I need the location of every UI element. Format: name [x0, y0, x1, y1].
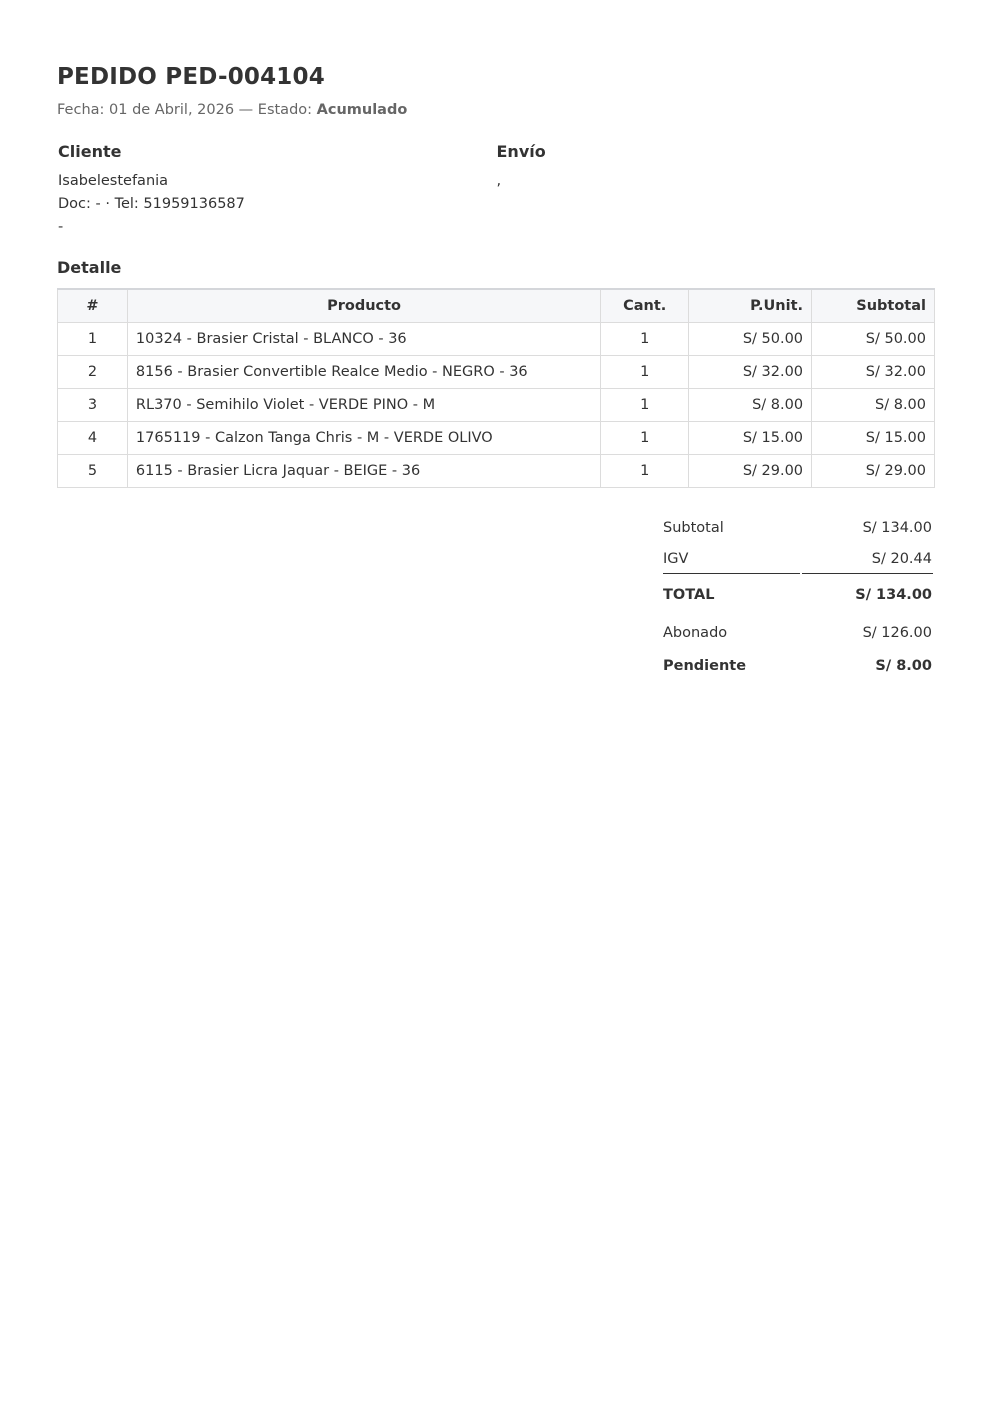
row-product: 8156 - Brasier Convertible Realce Medio - NEGRO - 36 [127, 355, 600, 388]
totals-paid-row [663, 616, 935, 650]
totals-total-label: TOTAL [663, 587, 715, 603]
row-unit-price: S/ 15.00 [689, 421, 812, 454]
totals-block [663, 512, 935, 682]
client-name: Isabelestefania [58, 173, 169, 189]
row-qty: 1 [601, 388, 689, 421]
row-unit-price: S/ 32.00 [689, 355, 812, 388]
row-product: RL370 - Semihilo Violet - VERDE PINO - M [127, 388, 600, 421]
row-product: 10324 - Brasier Cristal - BLANCO - 36 [127, 322, 600, 355]
row-num: 1 [58, 322, 128, 355]
order-title: PEDIDO PED-004104 [57, 64, 325, 90]
shipping-block [497, 141, 936, 239]
table-row [58, 355, 935, 388]
table-header-row [58, 289, 935, 322]
table-row [58, 322, 935, 355]
col-header-num: # [58, 289, 128, 322]
row-unit-price: S/ 8.00 [689, 388, 812, 421]
totals-total-row [663, 574, 935, 616]
parties-section [57, 141, 935, 239]
client-block [58, 141, 497, 239]
row-num: 4 [58, 421, 128, 454]
row-qty: 1 [601, 355, 689, 388]
row-num: 5 [58, 454, 128, 487]
order-status: Acumulado [316, 102, 408, 118]
col-header-qty: Cant. [601, 289, 689, 322]
row-num: 3 [58, 388, 128, 421]
totals-subtotal-value: S/ 134.00 [862, 519, 932, 536]
row-qty: 1 [601, 421, 689, 454]
shipping-line: , [496, 173, 502, 189]
order-document [57, 60, 935, 674]
detail-title: Detalle [57, 258, 122, 277]
client-doc-phone: Doc: - · Tel: 51959136587 [58, 196, 245, 212]
totals-paid-label: Abonado [663, 625, 728, 641]
row-qty: 1 [601, 322, 689, 355]
row-subtotal: S/ 15.00 [812, 421, 935, 454]
row-unit-price: S/ 50.00 [689, 322, 812, 355]
totals-paid-value: S/ 126.00 [862, 625, 932, 641]
client-title: Cliente [58, 142, 122, 161]
totals-igv-value: S/ 20.44 [871, 550, 932, 567]
row-unit-price: S/ 29.00 [689, 454, 812, 487]
row-subtotal: S/ 50.00 [812, 322, 935, 355]
row-num: 2 [58, 355, 128, 388]
col-header-unit-price: P.Unit. [689, 289, 812, 322]
totals-total-value: S/ 134.00 [855, 587, 932, 603]
items-table [57, 288, 935, 488]
client-extra: - [58, 219, 64, 235]
totals-subtotal-row [663, 512, 935, 543]
order-date: Fecha: 01 de Abril, 2026 — Estado: [57, 102, 317, 118]
row-subtotal: S/ 29.00 [812, 454, 935, 487]
table-row [58, 421, 935, 454]
row-subtotal: S/ 8.00 [812, 388, 935, 421]
totals-pending-label: Pendiente [663, 658, 747, 674]
table-row [58, 388, 935, 421]
row-product: 1765119 - Calzon Tanga Chris - M - VERDE OLIVO [127, 421, 600, 454]
order-meta [57, 99, 935, 121]
totals-pending-row [663, 650, 935, 682]
totals-subtotal-label: Subtotal [663, 519, 724, 536]
shipping-title: Envío [496, 142, 546, 161]
totals-igv-row [663, 543, 935, 574]
row-subtotal: S/ 32.00 [812, 355, 935, 388]
table-row [58, 454, 935, 487]
col-header-subtotal: Subtotal [812, 289, 935, 322]
row-qty: 1 [601, 454, 689, 487]
totals-igv-label: IGV [663, 550, 689, 567]
col-header-product: Producto [127, 289, 600, 322]
totals-pending-value: S/ 8.00 [875, 658, 932, 674]
row-product: 6115 - Brasier Licra Jaquar - BEIGE - 36 [127, 454, 600, 487]
